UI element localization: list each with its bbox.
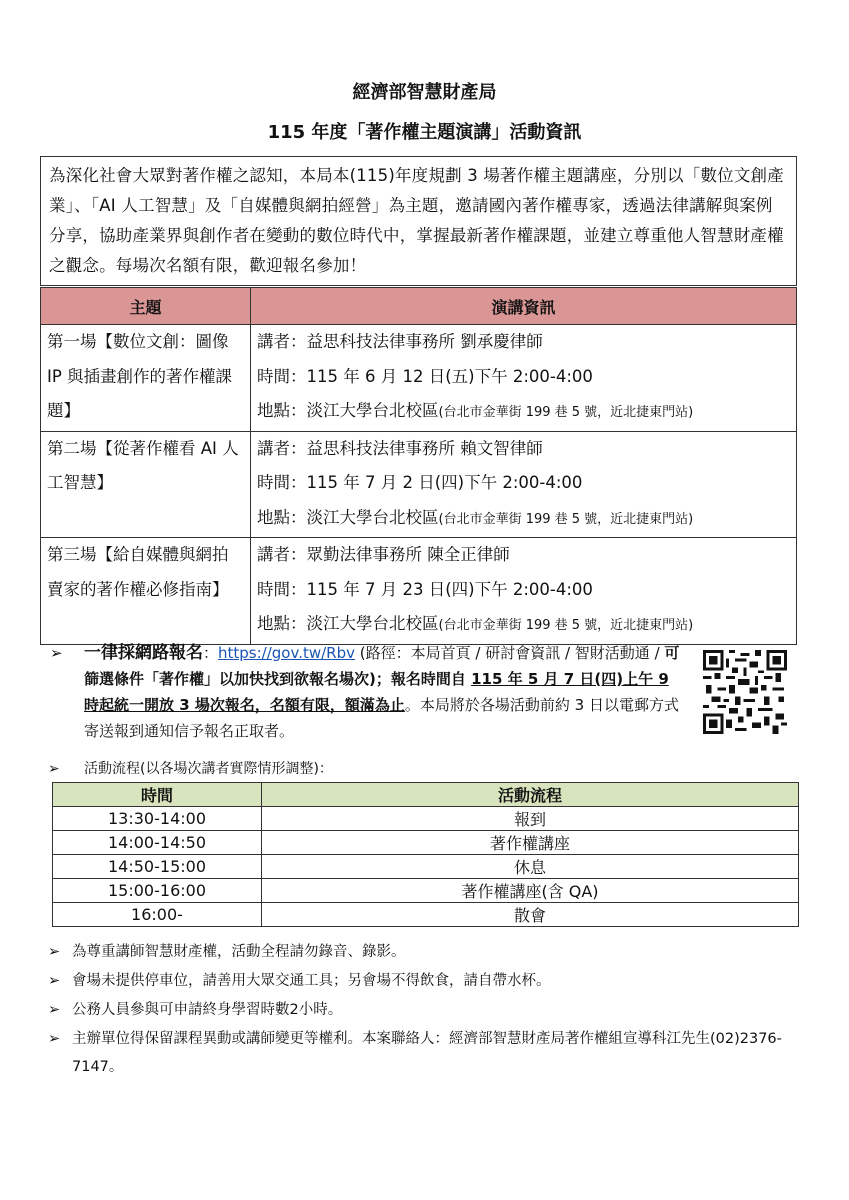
session-time: 時間：115 年 6 月 12 日(五)下午 2:00-4:00 bbox=[257, 366, 593, 386]
registration-colon: ： bbox=[203, 644, 219, 662]
registration-date: 115 年 5 月 7 日(四)上午 9 時起統一開放 3 場次報名，名額有限，額滿為止 bbox=[84, 670, 669, 714]
registration-path: (路徑：本局首頁 / 研討會資訊 / 智財活動通 / bbox=[355, 644, 665, 662]
table-row bbox=[53, 831, 799, 855]
sessions-table-header bbox=[41, 288, 797, 325]
session-topic: 第一場【數位文創：圖像 IP 與插畫創作的著作權課題】 bbox=[41, 325, 251, 432]
header-topic: 主題 bbox=[41, 288, 251, 325]
session-address: (台北市金華街 199 巷 5 號，近北捷東門站) bbox=[438, 511, 694, 527]
session-topic: 第二場【從著作權看 AI 人工智慧】 bbox=[41, 431, 251, 538]
registration-link[interactable]: https://gov.tw/Rbv bbox=[218, 644, 355, 662]
flow-activity: 報到 bbox=[262, 807, 799, 831]
session-place bbox=[257, 394, 790, 431]
qr-code-icon[interactable] bbox=[703, 650, 787, 734]
session-address: (台北市金華街 199 巷 5 號，近北捷東門站) bbox=[438, 405, 694, 420]
table-row bbox=[41, 431, 797, 538]
flow-header-activity: 活動流程 bbox=[262, 783, 799, 807]
registration-tail: 。本局將於各場活動前約 3 日以電郵方式寄送報到通知信予報名正取者。 bbox=[84, 696, 679, 740]
session-speaker: 講者：益思科技法律事務所 賴文智律師 bbox=[257, 438, 543, 458]
session-info bbox=[251, 431, 797, 538]
flow-label bbox=[48, 758, 333, 778]
flow-header-time: 時間 bbox=[53, 783, 262, 807]
session-info bbox=[251, 325, 797, 432]
table-row bbox=[53, 903, 799, 927]
sessions-table bbox=[40, 287, 797, 645]
flow-time: 16:00- bbox=[53, 903, 262, 927]
note-text: 為尊重講師智慧財產權，活動全程請勿錄音、錄影。 bbox=[72, 944, 406, 960]
flow-activity: 著作權講座(含 QA) bbox=[262, 879, 799, 903]
registration-text bbox=[84, 640, 688, 744]
notes-list bbox=[48, 938, 808, 1082]
registration-lead: 一律採網路報名 bbox=[84, 643, 203, 663]
table-row bbox=[53, 855, 799, 879]
flow-activity: 散會 bbox=[262, 903, 799, 927]
session-place bbox=[257, 501, 790, 538]
flow-time: 14:00-14:50 bbox=[53, 831, 262, 855]
event-title: 115 年度「著作權主題演講」活動資訊 bbox=[267, 122, 582, 143]
session-venue: 地點：淡江大學台北校區 bbox=[257, 401, 439, 420]
list-item bbox=[48, 967, 808, 995]
flow-time: 13:30-14:00 bbox=[53, 807, 262, 831]
session-venue: 地點：淡江大學台北校區 bbox=[257, 614, 439, 633]
registration-block bbox=[48, 640, 688, 744]
bullet-arrow-icon: ➢ bbox=[48, 1031, 61, 1047]
list-item bbox=[48, 1025, 808, 1081]
note-text: 會場未提供停車位，請善用大眾交通工具；另會場不得飲食，請自帶水杯。 bbox=[72, 973, 551, 989]
flow-label-text: 活動流程(以各場次講者實際情形調整)： bbox=[84, 761, 333, 777]
flow-table-header bbox=[53, 783, 799, 807]
flow-time: 14:50-15:00 bbox=[53, 855, 262, 879]
session-topic: 第三場【給自媒體與網拍賣家的著作權必修指南】 bbox=[41, 538, 251, 645]
session-info bbox=[251, 538, 797, 645]
list-item bbox=[48, 938, 808, 966]
session-address: (台北市金華街 199 巷 5 號，近北捷東門站) bbox=[438, 618, 694, 633]
session-time: 時間：115 年 7 月 2 日(四)下午 2:00-4:00 bbox=[257, 473, 583, 492]
session-speaker: 講者：益思科技法律事務所 劉承慶律師 bbox=[257, 332, 543, 351]
list-item bbox=[48, 996, 808, 1024]
session-place bbox=[257, 607, 790, 644]
header-info: 演講資訊 bbox=[251, 288, 797, 325]
bullet-arrow-icon: ➢ bbox=[48, 761, 60, 777]
flow-activity: 著作權講座 bbox=[262, 831, 799, 855]
registration-filter: 可篩選條件「著作權」以加快找到欲報名場次)；報名時間自 bbox=[84, 644, 680, 688]
flow-table bbox=[52, 782, 799, 927]
session-time: 時間：115 年 7 月 23 日(四)下午 2:00-4:00 bbox=[257, 579, 593, 599]
bullet-arrow-icon: ➢ bbox=[48, 944, 61, 960]
bullet-arrow-icon: ➢ bbox=[48, 1002, 61, 1018]
table-row bbox=[41, 325, 797, 432]
table-row bbox=[41, 538, 797, 645]
table-row bbox=[53, 879, 799, 903]
intro-paragraph: 為深化社會大眾對著作權之認知，本局本(115)年度規劃 3 場著作權主題講座，分別以「數位文創產業」、「AI 人工智慧」及「自媒體與網拍經營」為主題，邀請國內著作權專家，透過法律講解與案例分享，協助產業界與創作者在變動的數位時代中，掌握最新著作權課題，並建立尊重他人智慧財產權之觀念。每場次名額有限，歡迎報名參加！ bbox=[40, 156, 797, 286]
note-text: 主辦單位得保留課程異動或講師變更等權利。本案聯絡人：經濟部智慧財產局著作權組宣導科江先生(02)2376-7147。 bbox=[72, 1031, 782, 1075]
agency-title: 經濟部智慧財產局 bbox=[352, 82, 497, 103]
flow-activity: 休息 bbox=[262, 855, 799, 879]
table-row bbox=[53, 807, 799, 831]
bullet-arrow-icon: ➢ bbox=[50, 644, 63, 662]
bullet-arrow-icon: ➢ bbox=[48, 973, 61, 989]
session-speaker: 講者：眾勤法律事務所 陳全正律師 bbox=[257, 545, 510, 564]
session-venue: 地點：淡江大學台北校區 bbox=[257, 507, 439, 527]
flow-time: 15:00-16:00 bbox=[53, 879, 262, 903]
note-text: 公務人員參與可申請終身學習時數2小時。 bbox=[72, 1002, 343, 1018]
